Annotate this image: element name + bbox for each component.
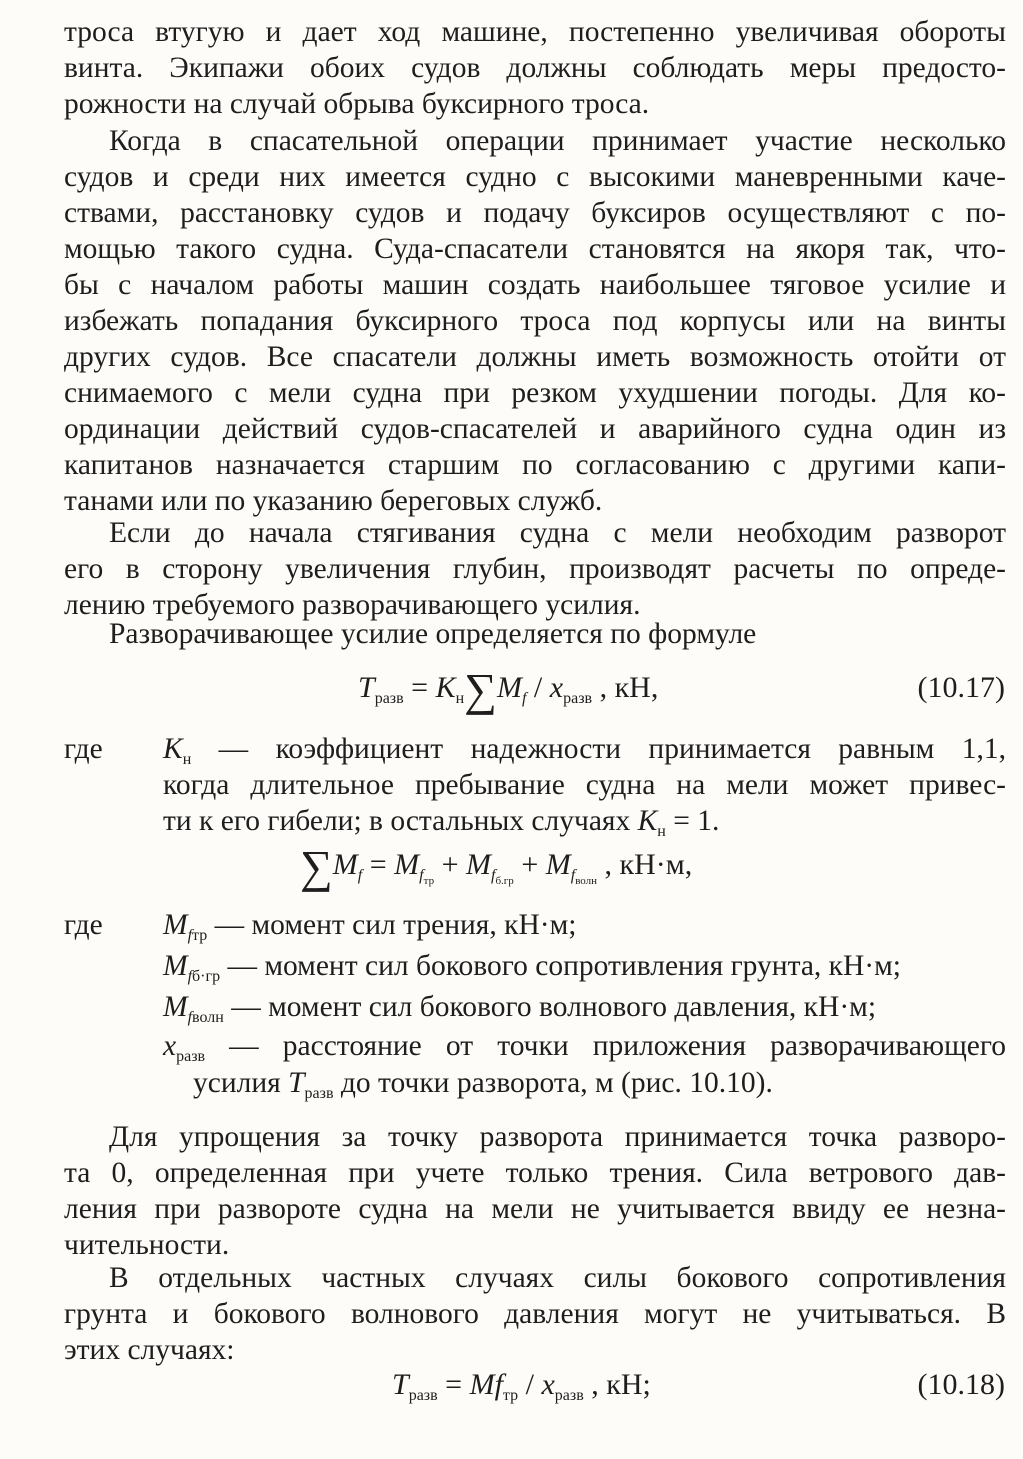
text-line: Разворачивающее усилие определяется по формуле	[109, 618, 757, 650]
paragraph-3	[64, 515, 1006, 623]
def-symbol: T	[288, 1067, 305, 1099]
definition-list	[163, 905, 1006, 1102]
definition-item	[163, 987, 1006, 1028]
def-text: ти к его гибели; в остальных случаях	[163, 805, 638, 837]
text-line: капитанов назначается старшим по согласованию с другими капи-	[64, 449, 1006, 481]
def-subscript: разв	[176, 1048, 206, 1065]
paragraph-1	[64, 14, 1006, 122]
eq-symbol: M	[496, 671, 522, 704]
def-subsubscript: волн	[192, 1009, 224, 1026]
eq-operator: /	[518, 1368, 542, 1401]
where-label: где	[64, 909, 103, 941]
paragraph-5	[64, 1119, 1006, 1263]
text-line: когда длительное пребывание судна на мели может привес-	[163, 769, 1006, 801]
def-subscript: н	[182, 751, 192, 768]
eq-symbol: K	[435, 671, 456, 704]
def-symbol: K	[163, 733, 183, 765]
eq-subsubscript: б.гр	[495, 875, 514, 887]
where-label: где	[64, 733, 103, 765]
text-line: винта. Экипажи обоих судов должны соблюдать меры предосто-	[64, 52, 1006, 84]
text-line: танами или по указанию береговых служб.	[64, 485, 603, 517]
eq-symbol: T	[358, 671, 375, 704]
def-subscript: f	[187, 968, 193, 985]
text-line: его в сторону увеличения глубин, производят расчеты по опреде-	[64, 553, 1006, 585]
eq-operator: =	[403, 671, 436, 704]
definition-item	[163, 1028, 1006, 1065]
eq-unit: , кН·м,	[597, 848, 693, 881]
eq-operator: /	[526, 671, 550, 704]
text-line: судов и среди них имеется судно с высокими маневренными каче-	[64, 161, 1006, 193]
def-symbol: K	[637, 805, 658, 837]
text-line: других судов. Все спасатели должны иметь возможность отойти от	[64, 341, 1006, 373]
equation-10-18	[392, 1365, 651, 1405]
text-line: Когда в спасательной операции принимает участие несколько	[109, 125, 1006, 157]
text-line: ления при развороте судна на мели не учитывается ввиду ее незна-	[64, 1193, 1006, 1225]
text-line: бы с началом работы машин создать наибольшее тяговое усилие и	[64, 269, 1006, 301]
text-line: рожности на случай обрыва буксирного троса.	[64, 88, 650, 120]
equation-sum	[300, 841, 693, 892]
def-symbol: M	[163, 909, 188, 941]
paragraph-4	[64, 616, 1006, 652]
definition-k	[163, 731, 1006, 839]
eq-subscript: разв	[554, 1387, 584, 1404]
text-line	[163, 731, 1006, 767]
def-subscript: f	[187, 1009, 193, 1026]
eq-symbol: T	[392, 1368, 409, 1401]
text-line: ординации действий судов-спасателей и аварийного судна один из	[64, 413, 1006, 445]
eq-subscript: f	[570, 867, 576, 884]
text-line: В отдельных частных случаях силы бокового сопротивления	[109, 1262, 1006, 1294]
definition-item	[163, 1065, 1006, 1102]
text-line: избежать попадания буксирного троса под корпусы или на винты	[64, 305, 1006, 337]
eq-symbol: M	[545, 848, 571, 881]
text-line: Для упрощения за точку разворота принимается точка разворо-	[109, 1121, 1006, 1153]
eq-subscript: разв	[408, 1387, 438, 1404]
def-text: — момент сил бокового сопротивления грунта, кН·м;	[220, 950, 901, 982]
def-text: — коэффициент надежности принимается равным 1,1,	[191, 733, 1006, 765]
def-text: — расстояние от точки приложения разворачивающего	[205, 1030, 1006, 1062]
paragraph-2	[64, 123, 1006, 519]
eq-subscript: f	[357, 867, 363, 884]
text-line: грунта и бокового волнового давления могут не учитываться. В	[64, 1298, 1006, 1330]
paragraph-6	[64, 1260, 1006, 1368]
eq-unit: , кН;	[583, 1368, 651, 1401]
eq-unit: , кН,	[592, 671, 659, 704]
def-subscript: f	[187, 927, 193, 944]
text-line: ствами, расстановку судов и подачу буксиров осуществляют с по-	[64, 197, 1006, 229]
def-subsubscript: тр	[192, 927, 208, 944]
def-text: = 1.	[665, 805, 720, 837]
eq-symbol: M	[394, 848, 420, 881]
eq-symbol: M	[332, 848, 358, 881]
def-symbol: x	[163, 1030, 177, 1062]
def-subscript: н	[657, 823, 666, 840]
text-line: троса втугую и дает ход машине, постепенно увеличивая обороты	[64, 16, 1006, 48]
eq-subscript: f	[419, 867, 424, 884]
eq-operator: =	[362, 848, 395, 881]
eq-subscript: тр	[502, 1387, 519, 1404]
eq-subsubscript: тр	[423, 875, 435, 887]
text-line: мощью такого судна. Суда-спасатели становятся на якоря так, что-	[64, 233, 1006, 265]
text-line: снимаемого с мели судна при резком ухудшении погоды. Для ко-	[64, 377, 1006, 409]
eq-subscript: f	[491, 867, 496, 884]
text-line: Если до начала стягивания судна с мели необходим разворот	[109, 517, 1006, 549]
equation-10-17	[358, 664, 659, 715]
sum-sign: ∑	[300, 841, 333, 892]
def-text: — момент сил трения, кН·м;	[207, 909, 577, 941]
eq-subsubscript: волн	[575, 875, 598, 887]
text-line: этих случаях:	[64, 1334, 235, 1366]
eq-operator: +	[513, 848, 546, 881]
eq-subscript: f	[521, 690, 527, 707]
def-text: — момент сил бокового волнового давления, кН·м;	[223, 991, 877, 1023]
definition-item	[163, 946, 1006, 987]
text-line: лению требуемого разворачивающего усилия.	[64, 589, 641, 621]
equation-number: (10.17)	[917, 671, 1005, 704]
eq-symbol: M	[466, 848, 491, 881]
text-line: чительности.	[64, 1229, 230, 1261]
def-symbol: M	[163, 950, 188, 982]
def-subscript: разв	[304, 1085, 334, 1102]
definition-item	[163, 905, 1006, 946]
def-text: до точки разворота, м (рис. 10.10).	[333, 1067, 773, 1099]
eq-operator: +	[434, 848, 466, 881]
text-line	[163, 803, 1006, 839]
text-line: та 0, определенная при учете только трения. Сила ветрового дав-	[64, 1157, 1006, 1189]
eq-operator: =	[437, 1368, 470, 1401]
eq-subscript: н	[455, 690, 465, 707]
def-symbol: M	[163, 991, 188, 1023]
eq-subscript: разв	[374, 690, 404, 707]
eq-symbol: Mf	[469, 1368, 503, 1401]
sum-sign: ∑	[464, 664, 497, 715]
eq-symbol: x	[549, 671, 564, 704]
equation-number: (10.18)	[917, 1368, 1005, 1401]
eq-symbol: x	[541, 1368, 555, 1401]
def-subsubscript: б·гр	[192, 968, 221, 985]
def-text: усилия	[193, 1067, 289, 1099]
eq-subscript: разв	[563, 690, 593, 707]
